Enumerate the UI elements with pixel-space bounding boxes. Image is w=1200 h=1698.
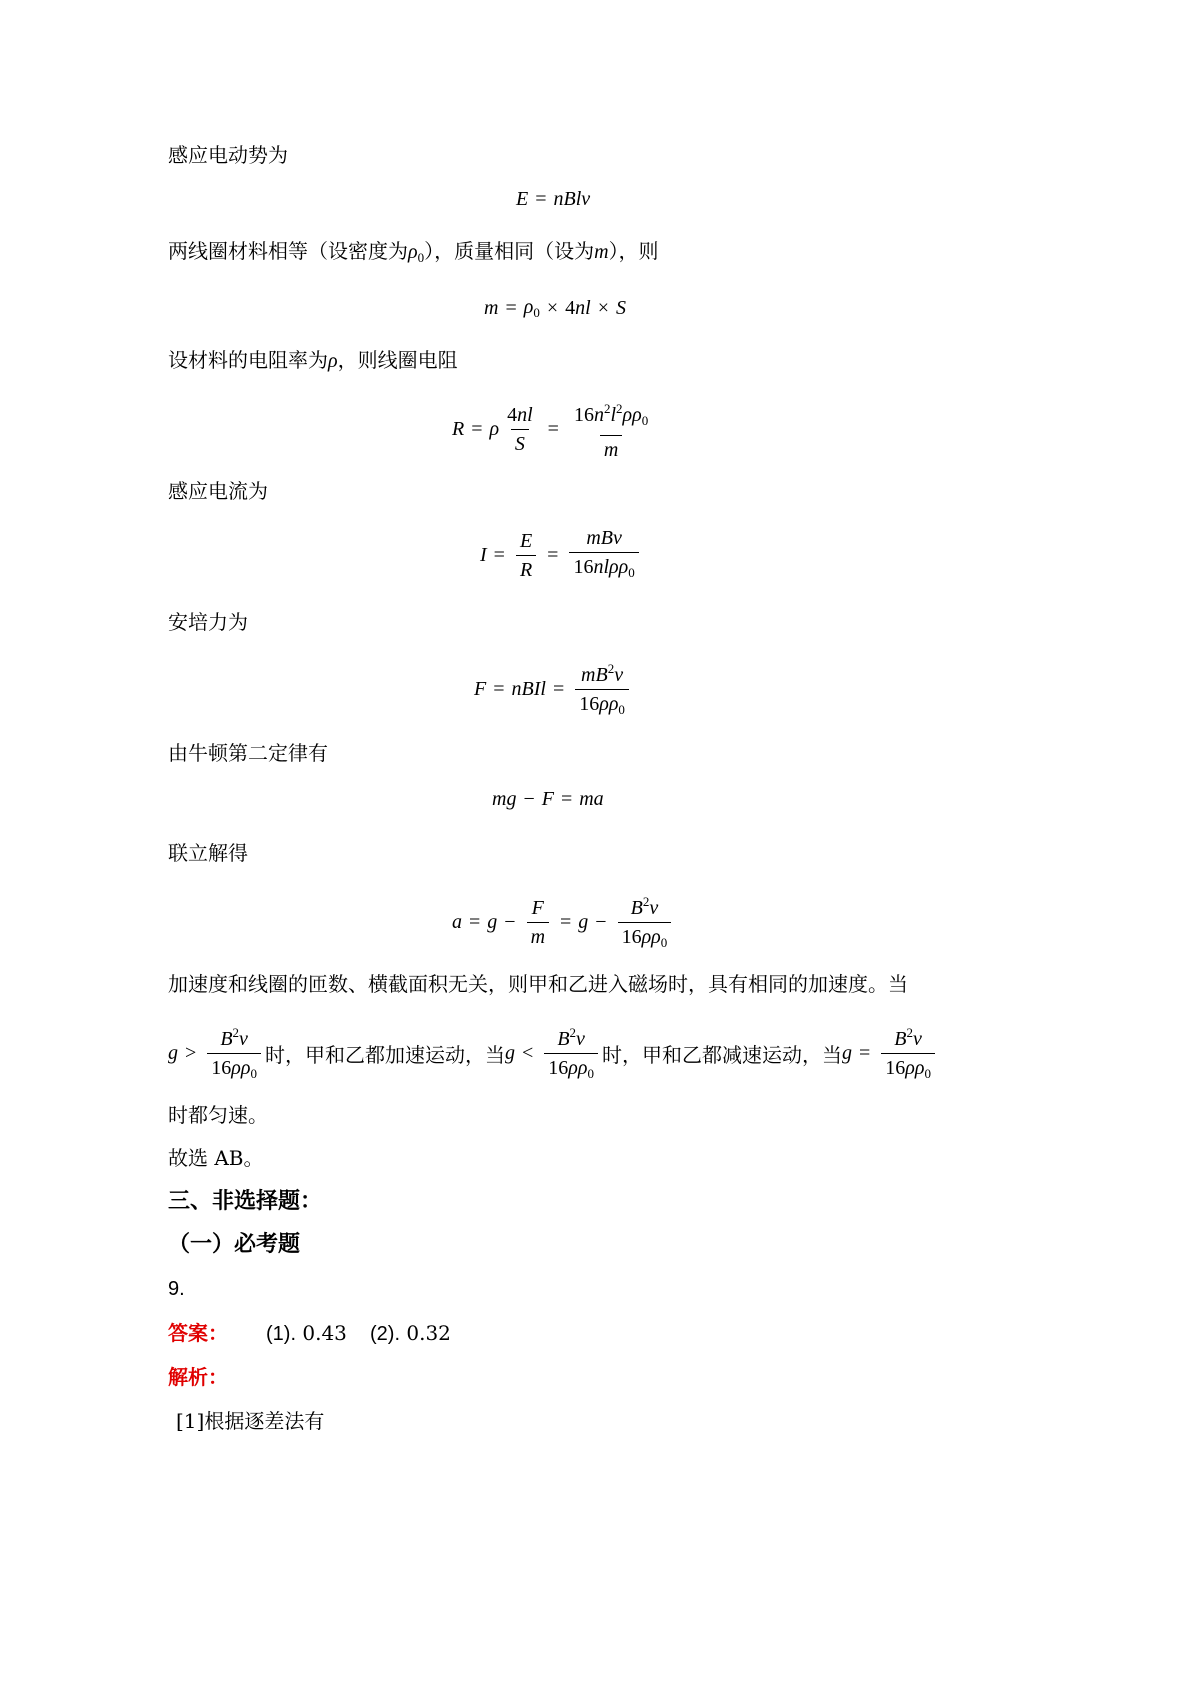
answer-1: (1). 0.43 <box>266 1321 347 1345</box>
equation-force: F = nBIl = $\frac{mB^2v}{16\rho\rho_0}$ <box>474 658 633 721</box>
text-line: 加速度和线圈的匝数、横截面积无关，则甲和乙进入磁场时，具有相同的加速度。当 <box>168 972 908 996</box>
equation-mass: m = $\rho_0$ × 4 nl × S <box>484 296 626 320</box>
equation-acceleration: a = g − $\frac{F}{m}$ = g − $\frac{B^2v}{16\rho\rho_0}$ <box>452 891 675 954</box>
equation-emf: E = nBlv <box>516 188 591 210</box>
answer-2: (2). 0.32 <box>370 1321 451 1345</box>
text-line: 安培力为 <box>168 610 248 634</box>
text-line: 由牛顿第二定律有 <box>168 741 328 765</box>
answer-label: 答案： <box>168 1321 228 1345</box>
text-line: 时都匀速。 <box>168 1103 268 1127</box>
text-line: 联立解得 <box>168 841 248 865</box>
text-line-conditions: g > $\frac{B^2v}{16\rho\rho_0}$ 时，甲和乙都加速运动，当 g < $\frac{B^2v}{16\rho\rho_0}$ 时，甲和乙都减速运动，当 g = $\frac{B^2v}{16\rho\rho_0}$ <box>168 1022 939 1085</box>
equation-resistance: R = ρ $\frac{4nl}{S}$ = $\frac{16n^2l^2\rho\rho_0}{m}$ <box>452 401 649 461</box>
text-line: 感应电流为 <box>168 479 268 503</box>
text-line: 设材料的电阻率为ρ，则线圈电阻 <box>168 348 458 372</box>
equation-current: I = $\frac{E}{R}$ = $\frac{\text{mBv}}{16nl\rho\rho_0}$ <box>480 527 643 584</box>
equation-newton: mg − F = ma <box>492 788 604 810</box>
subsection-heading: （一）必考题 <box>168 1232 301 1257</box>
text-line: [1]根据逐差法有 <box>176 1409 325 1433</box>
question-number: 9. <box>168 1278 185 1300</box>
section-heading: 三、非选择题： <box>168 1189 323 1214</box>
text-line: 感应电动势为 <box>168 143 288 167</box>
text-line: 两线圈材料相等（设密度为$\rho_0$），质量相同（设为m），则 <box>168 239 659 265</box>
analysis-label: 解析： <box>168 1365 228 1389</box>
text-line: 故选 AB。 <box>168 1146 264 1170</box>
